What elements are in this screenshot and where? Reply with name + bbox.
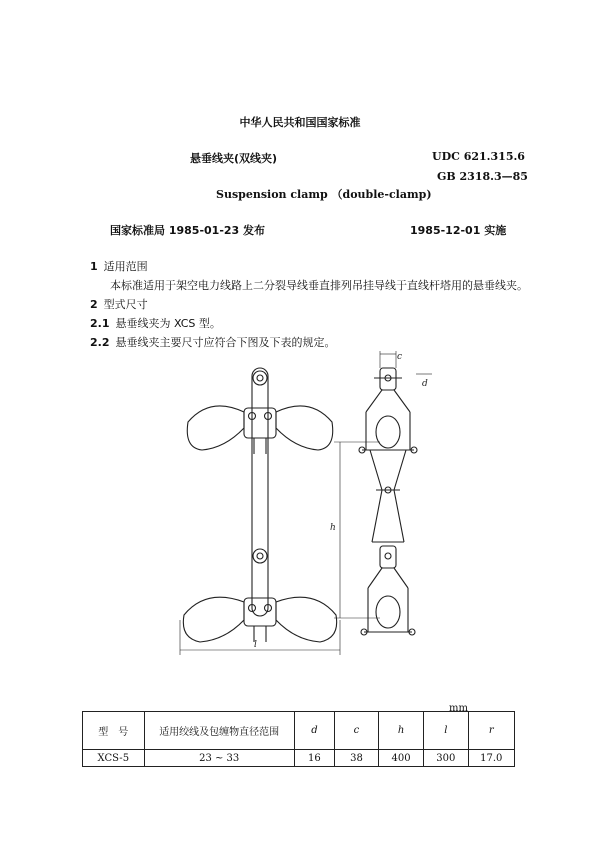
bolt-hole: [253, 371, 267, 385]
top-eye: [380, 368, 396, 390]
col-l: l: [424, 712, 468, 750]
clause-number: 2.1: [90, 317, 110, 330]
dim-h-label: h: [330, 523, 336, 533]
side-view: [330, 351, 432, 635]
bolt-hole: [253, 549, 267, 563]
cell-c: 38: [335, 750, 379, 767]
section-title: 适用范围: [103, 260, 148, 273]
col-d: d: [294, 712, 334, 750]
clause-text: 悬垂线夹为 XCS 型。: [115, 317, 221, 330]
col-r: r: [468, 712, 514, 750]
middle-frame: [370, 450, 406, 490]
section-number: 1: [90, 260, 98, 273]
lower-clamp-left: [183, 597, 244, 642]
col-range: 适用绞线及包缠物直径范围: [144, 712, 294, 750]
front-view: [180, 368, 340, 655]
effective-date: 1985-12-01 实施: [410, 224, 507, 237]
bolt-head: [257, 375, 263, 381]
standard-title: 中华人民共和国国家标准: [239, 116, 361, 129]
section-1-heading: [90, 258, 148, 274]
clamp-drawing: [170, 350, 440, 660]
cell-l: 300: [424, 750, 468, 767]
lower-side: [368, 588, 408, 632]
standard-name-cn: 悬垂线夹(双线夹): [190, 152, 278, 165]
upper-clamp-hub: [244, 408, 276, 438]
spec-table: [82, 711, 515, 767]
lower-yoke: [368, 568, 408, 588]
udc-code: UDC 621.315.6: [432, 150, 525, 163]
table-header-row: [83, 712, 515, 750]
upper-conductor-seat: [376, 416, 400, 448]
col-model: 型 号: [83, 712, 145, 750]
gb-number: GB 2318.3—85: [437, 170, 528, 183]
upper-clamp-left: [187, 406, 244, 450]
cell-range: 23 ~ 33: [144, 750, 294, 767]
upper-side: [366, 412, 410, 450]
unit-label: mm: [449, 703, 468, 714]
col-c: c: [335, 712, 379, 750]
clause-2-2: [90, 334, 336, 350]
cell-h: 400: [378, 750, 423, 767]
upper-yoke: [366, 390, 410, 412]
section-number: 2: [90, 298, 98, 311]
section-title: 型式尺寸: [103, 298, 148, 311]
cell-r: 17.0: [468, 750, 514, 767]
upper-clamp-right: [276, 406, 333, 450]
issue-date: 国家标准局 1985-01-23 发布: [110, 224, 266, 237]
lower-frame: [372, 490, 404, 542]
section-1-text: 本标准适用于架空电力线路上二分裂导线垂直排列吊挂导线于直线杆塔用的悬垂线夹。: [110, 279, 528, 292]
standard-name-en: Suspension clamp （double-clamp): [216, 188, 432, 201]
clause-text: 悬垂线夹主要尺寸应符合下图及下表的规定。: [115, 336, 336, 349]
clause-number: 2.2: [90, 336, 110, 349]
section-2-heading: [90, 296, 148, 312]
lower-clamp-right: [276, 597, 337, 642]
dim-d-label: d: [422, 379, 428, 389]
bolt-head: [257, 553, 263, 559]
table-row: [83, 750, 515, 767]
bolt-head: [385, 553, 391, 559]
cell-model: XCS-5: [83, 750, 145, 767]
lower-conductor-seat: [376, 596, 400, 628]
dim-c-label: c: [397, 352, 403, 362]
lower-clamp-hub: [244, 598, 276, 626]
dim-l-label: l: [254, 640, 257, 650]
clause-2-1: [90, 315, 221, 331]
cell-d: 16: [294, 750, 334, 767]
col-h: h: [378, 712, 423, 750]
suspension-bar: [252, 368, 268, 616]
middle-eye: [380, 546, 396, 568]
